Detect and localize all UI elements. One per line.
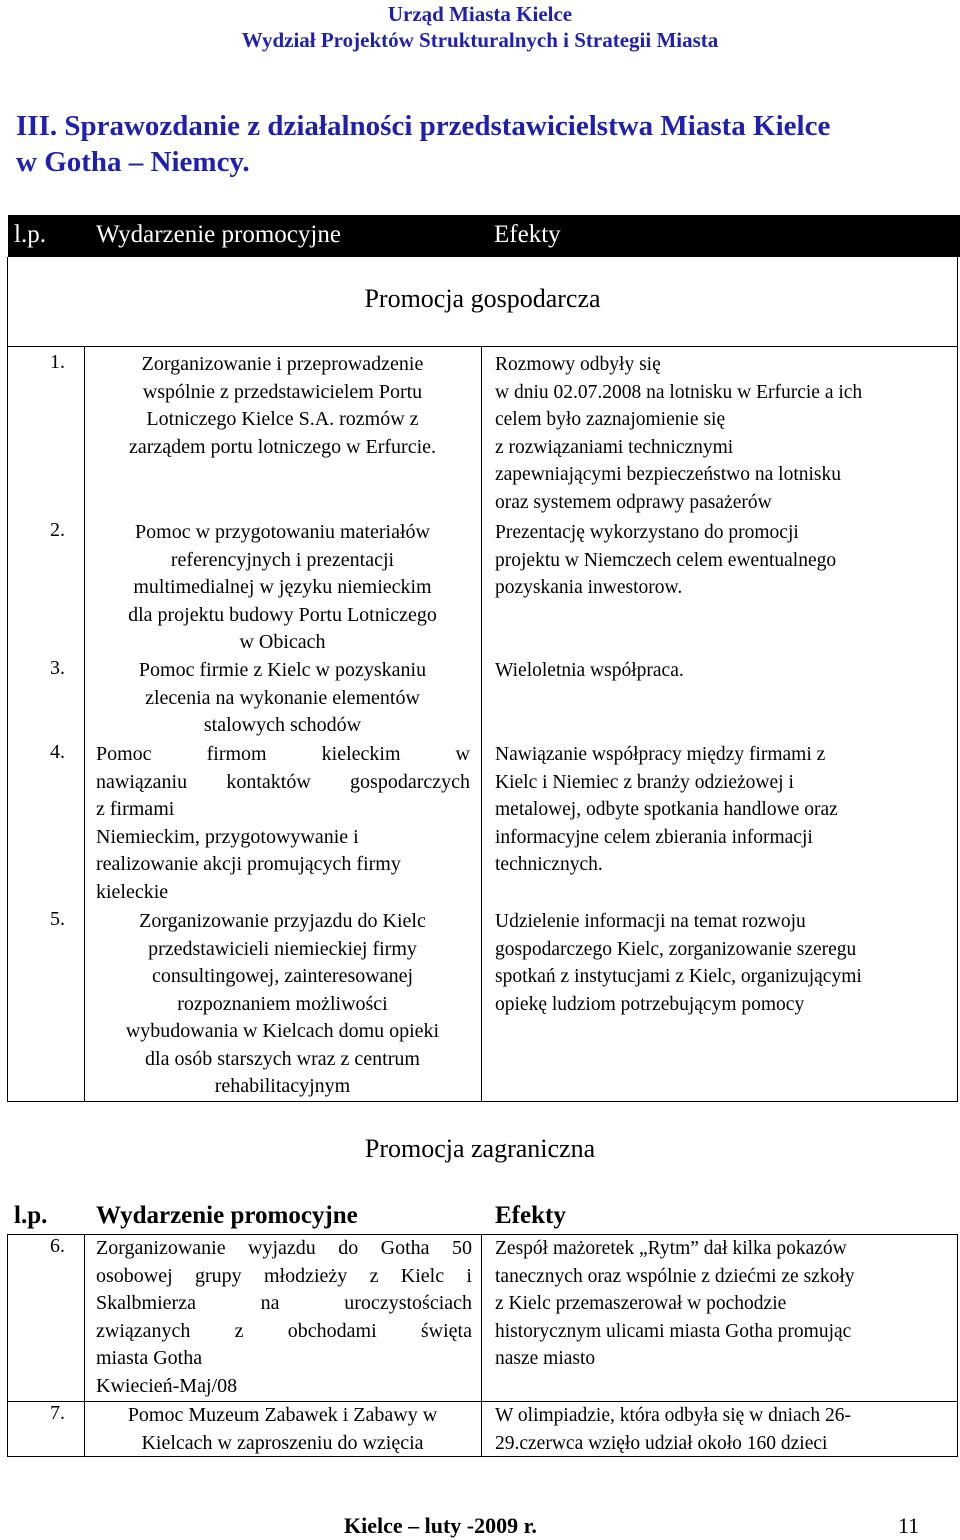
header-effects: Efekty [494,221,561,248]
header-lp: l.p. [14,221,46,248]
row3-event: Pomoc firmie z Kielc w pozyskaniu zlecenia na wykonanie elementów stalowych schodów [138,659,427,736]
row6-effects: Zespół mażoretek „Rytm” dał kilka pokazów tanecznych oraz wspólnie z dziećmi ze szkoły z Kielc przemaszerował w pochodzie historycznym ulicami miasta Gotha promując nasze miasto [495,1238,855,1369]
row1-effects: Rozmowy odbyły się w dniu 02.07.2008 na lotnisku w Erfurcie a ich celem było zaznajomienie się z rozwiązaniami technicznymi zapewniającymi bezpieczeństwo na lotnisku oraz systemem odprawy pasażerów [495,354,863,513]
row5-effects: Udzielenie informacji na temat rozwoju gospodarczego Kielc, zorganizowanie szeregu spotkań z instytucjami z Kielc, organizującymi opiekę ludziom potrzebującym pomocy [495,911,862,1015]
table2-subtitle: Promocja zagraniczna [364,1134,596,1163]
row7-effects: W olimpiadzie, która odbyła się w dniach 26- 29.czerwca wzięło udział około 160 dzieci [495,1405,851,1454]
row4-effects: Nawiązanie współpracy między firmami z Kielc i Niemiec z branży odzieżowej i metalowej, odbyte spotkania handlowe oraz informacyjne celem zbierania informacji technicznych. [495,744,838,875]
row4-event: Pomoc firmom kieleckim w nawiązaniu kontaktów gospodarczych z firmami Niemieckim, przygotowywanie i realizowanie akcji promujących firmy kieleckie [96,743,470,903]
table1-subtitle: Promocja gospodarcza [364,284,601,313]
row7-event: Pomoc Muzeum Zabawek i Zabawy w Kielcach w zaproszeniu do wzięcia [127,1404,438,1454]
row1-num: 1. [50,351,65,373]
table1-header-bar [8,215,960,257]
section-title-line2: w Gotha – Niemcy. [16,146,250,178]
office-name: Urząd Miasta Kielce [387,2,573,26]
row6-event: Zorganizowanie wyjazdu do Gotha 50 osobowej grupy młodzieży z Kielc i Skalbmierza na uroczystościach związanych z obchodami święta miasta Gotha Kwiecień-Maj/08 [96,1237,472,1397]
row2-event: Pomoc w przygotowaniu materiałów referencyjnych i prezentacji multimedialnej w języku niemieckim dla projektu budowy Portu Lotniczego w Obicach [128,521,437,653]
section-title-line1: III. Sprawozdanie z działalności przedstawicielstwa Miasta Kielce [16,110,831,142]
row3-num: 3. [50,657,65,679]
row3-effects: Wieloletnia współpraca. [495,660,684,681]
table2-header-event: Wydarzenie promocyjne [96,1202,358,1229]
header-event: Wydarzenie promocyjne [96,221,341,248]
department-name: Wydział Projektów Strukturalnych i Strategii Miasta [241,28,719,52]
row1-event: Zorganizowanie i przeprowadzenie wspólnie z przedstawicielem Portu Lotniczego Kielce S.A. rozmów z zarządem portu lotniczego w Erfurcie. [128,353,437,458]
page-number: 11 [898,1513,920,1538]
row6-num: 6. [50,1235,65,1257]
row5-num: 5. [50,908,65,930]
footer-place-date: Kielce – luty -2009 r. [344,1513,537,1538]
row7-num: 7. [50,1402,65,1424]
row2-num: 2. [50,519,65,541]
row2-effects: Prezentację wykorzystano do promocji projektu w Niemczech celem ewentualnego pozyskania inwestorow. [495,522,837,598]
row5-event: Zorganizowanie przyjazdu do Kielc przedstawicieli niemieckiej firmy consultingowej, zainteresowanej rozpoznaniem możliwości wybudowania w Kielcach domu opieki dla osób starszych wraz z centrum rehabilitacyjnym [125,910,440,1097]
table2-header-effects: Efekty [495,1202,566,1229]
table2-header-lp: l.p. [14,1202,48,1229]
row4-num: 4. [50,741,65,763]
